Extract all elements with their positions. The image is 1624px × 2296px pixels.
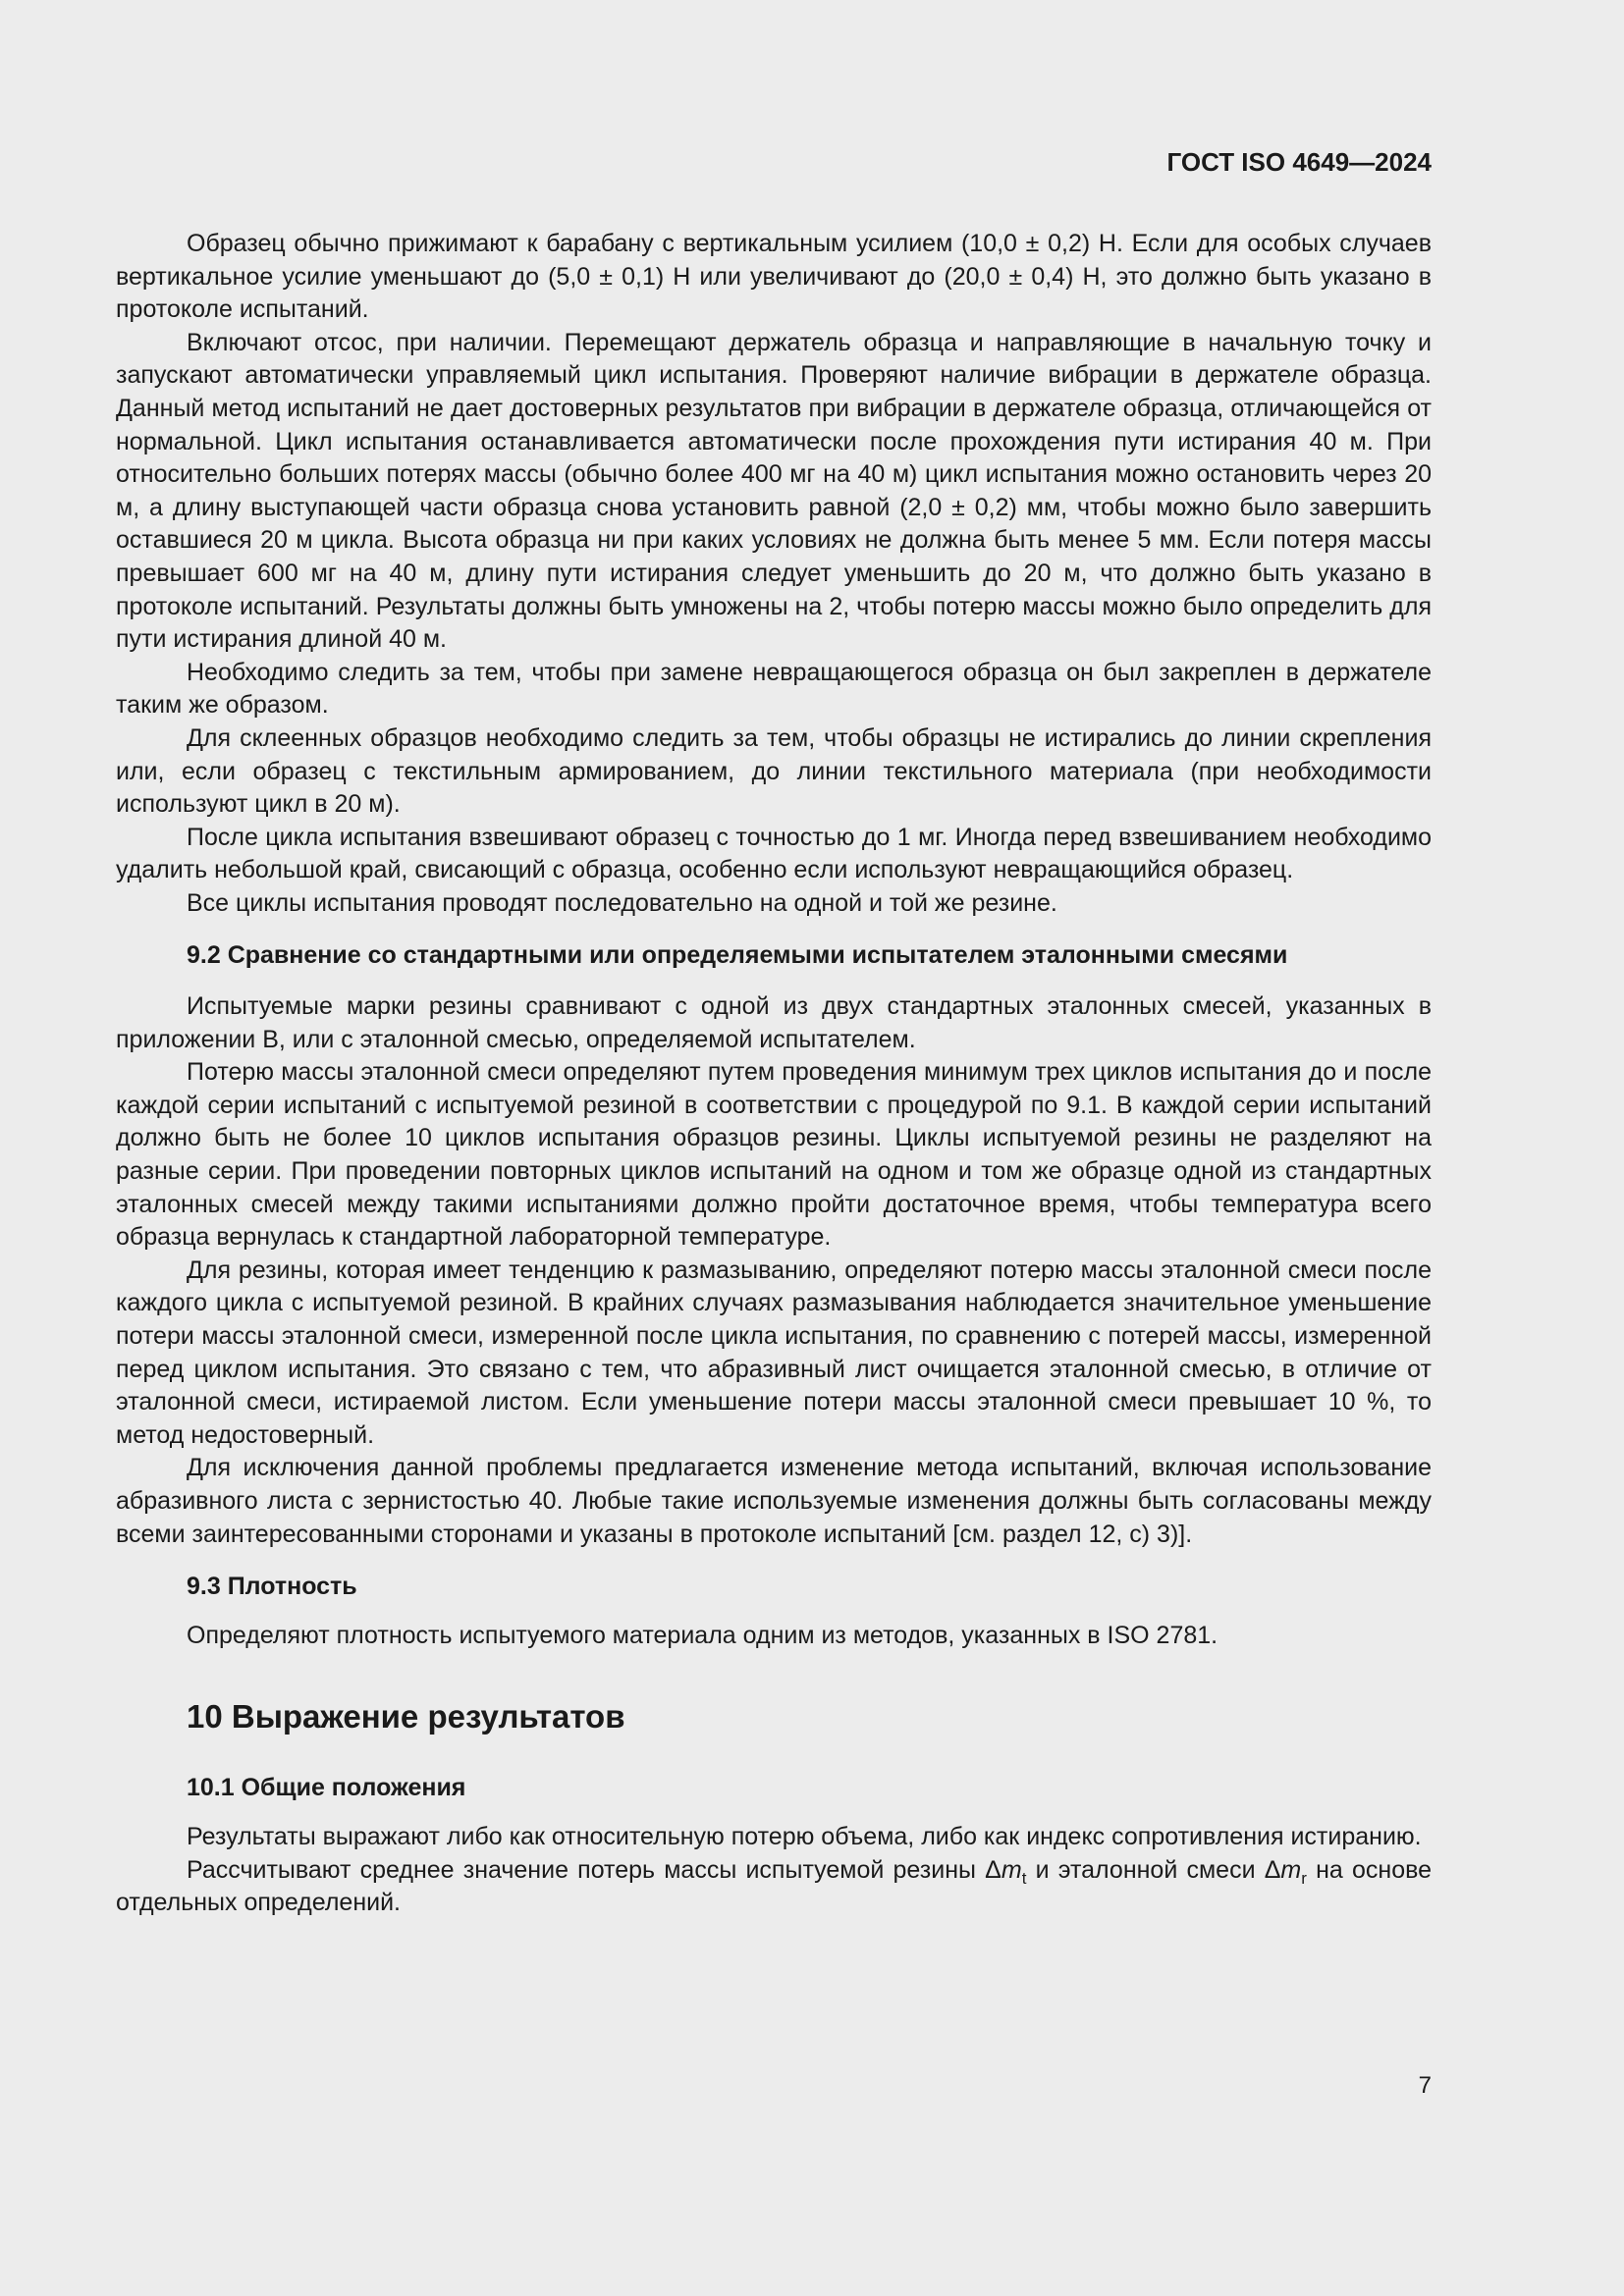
paragraph: Необходимо следить за тем, чтобы при замене невращающегося образца он был закреплен в держателе таким же образом. bbox=[116, 658, 1432, 720]
text-run: Рассчитывают среднее значение потерь массы испытуемой резины Δ bbox=[187, 1855, 1001, 1884]
paragraph: После цикла испытания взвешивают образец с точностью до 1 мг. Иногда перед взвешиванием необходимо удалить небольшой край, свисающий с образца, особенно если используют невращающийся образец. bbox=[116, 823, 1432, 884]
body-text bbox=[116, 228, 1432, 1920]
section-heading-9-2: 9.2 Сравнение со стандартными или определяемыми испытателем эталонными смесями bbox=[187, 941, 1288, 970]
text-run: и эталонной смеси Δ bbox=[1026, 1855, 1281, 1884]
document-header: ГОСТ ISO 4649—2024 bbox=[1166, 147, 1432, 177]
paragraph: Определяют плотность испытуемого материала одним из методов, указанных в ISO 2781. bbox=[187, 1621, 1218, 1649]
formula-subscript: t bbox=[1021, 1868, 1027, 1888]
page-number: 7 bbox=[1418, 2072, 1432, 2099]
paragraph: Испытуемые марки резины сравнивают с одной из двух стандартных эталонных смесей, указанных в приложении В, или с эталонной смесью, определяемой испытателем. bbox=[116, 992, 1432, 1053]
paragraph: Образец обычно прижимают к барабану с вертикальным усилием (10,0 ± 0,2) Н. Если для особых случаев вертикальное усилие уменьшают до (5,0 ± 0,1) Н или увеличивают до (20,0 ± 0,4) Н, это должно быть указано в протоколе испытаний. bbox=[116, 230, 1432, 324]
text-run: на основе отдельных определений. bbox=[116, 1855, 1433, 1917]
formula-subscript: r bbox=[1301, 1868, 1307, 1888]
paragraph-with-formula bbox=[116, 1854, 1432, 1920]
paragraph: Включают отсос, при наличии. Перемещают держатель образца и направляющие в начальную точку и запускают автоматически управляемый цикл испытания. Проверяют наличие вибрации в держателе образца. Данный метод испытаний не дает достоверных результатов при вибрации в держателе образца, отличающейся от нормальной. Цикл испытания останавливается автоматически после прохождения пути истирания 40 м. При относительно больших потерях массы (обычно более 400 мг на 40 м) цикл испытания можно остановить через 20 м, а длину выступающей части образца снова установить равной (2,0 ± 0,2) мм, чтобы можно было завершить оставшиеся 20 м цикла. Высота образца ни при каких условиях не должна быть менее 5 мм. Если потеря массы превышает 600 мг на 40 м, длину пути истирания следует уменьшить до 20 м, что должно быть указано в протоколе испытаний. Результаты должны быть умножены на 2, чтобы потерю массы можно было определить для пути истирания длиной 40 м. bbox=[116, 328, 1432, 654]
paragraph: Для склеенных образцов необходимо следить за тем, чтобы образцы не истирались до линии скрепления или, если образец с текстильным армированием, до линии текстильного материала (при необходимости используют цикл в 20 м). bbox=[116, 723, 1432, 819]
paragraph: Для резины, которая имеет тенденцию к размазыванию, определяют потерю массы эталонной смеси после каждого цикла с испытуемой резиной. В крайних случаях размазывания наблюдается значительное уменьшение потери массы эталонной смеси, измеренной после цикла испытания, по сравнению с потерей массы, измеренной перед циклом испытания. Это связано с тем, что абразивный лист очищается эталонной смесью, в отличие от эталонной смеси, истираемой листом. Если уменьшение потери массы эталонной смеси превышает 10 %, то метод недостоверный. bbox=[116, 1255, 1432, 1449]
section-heading-10-1: 10.1 Общие положения bbox=[187, 1774, 466, 1802]
paragraph: Все циклы испытания проводят последовательно на одной и той же резине. bbox=[187, 888, 1057, 917]
formula-variable: m bbox=[1001, 1855, 1022, 1884]
paragraph: Потерю массы эталонной смеси определяют путем проведения минимум трех циклов испытания до и после каждой серии испытаний с испытуемой резиной в соответствии с процедурой по 9.1. В каждой серии испытаний должно быть не более 10 циклов испытания образцов резины. Циклы испытуемой резины не разделяют на разные серии. При проведении повторных циклов испытаний на одном и том же образце одной из стандартных эталонных смесей между такими испытаниями должно пройти достаточное время, чтобы температура всего образца вернулась к стандартной лабораторной температуре. bbox=[116, 1058, 1432, 1252]
section-heading-9-3: 9.3 Плотность bbox=[187, 1573, 357, 1601]
section-heading-10: 10 Выражение результатов bbox=[187, 1698, 625, 1735]
formula-variable: m bbox=[1280, 1855, 1302, 1884]
paragraph: Результаты выражают либо как относительную потерю объема, либо как индекс сопротивления истиранию. bbox=[187, 1822, 1422, 1850]
paragraph: Для исключения данной проблемы предлагается изменение метода испытаний, включая использование абразивного листа с зернистостью 40. Любые такие используемые изменения должны быть согласованы между всеми заинтересованными сторонами и указаны в протоколе испытаний [см. раздел 12, с) 3)]. bbox=[116, 1454, 1432, 1548]
